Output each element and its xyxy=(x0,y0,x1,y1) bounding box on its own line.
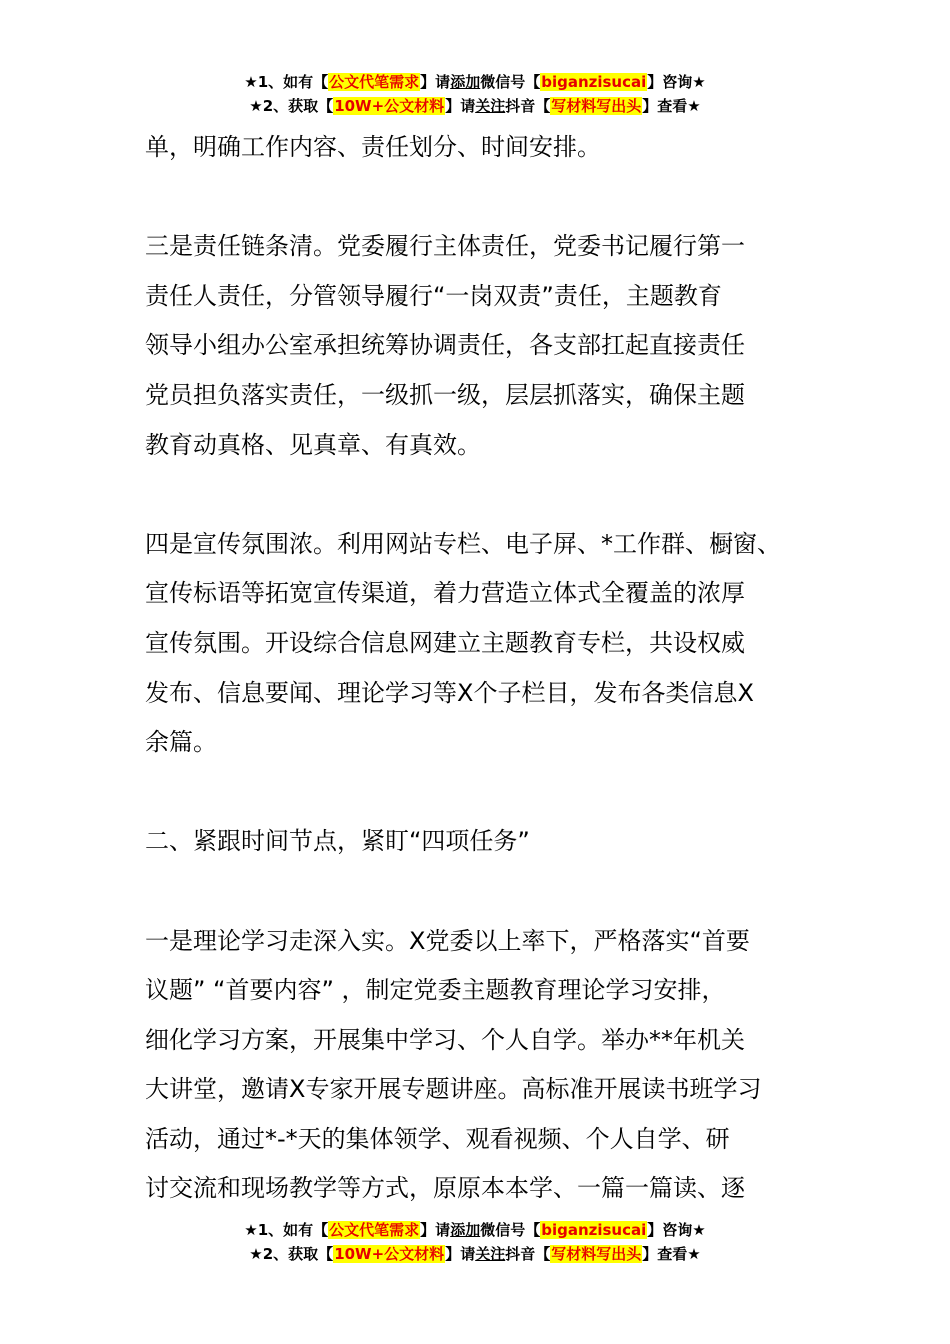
text-line: 活动，通过*-*天的集体领学、观看视频、个人自学、研 xyxy=(145,1124,730,1153)
header-banner xyxy=(0,70,950,118)
banner-text: 】查看★ xyxy=(642,97,701,115)
banner-text: 】请 xyxy=(445,1245,476,1263)
text-line: 宣传标语等拓宽宣传渠道，着力营造立体式全覆盖的浓厚 xyxy=(145,579,745,608)
text-line: 单，明确工作内容、责任划分、时间安排。 xyxy=(145,133,601,161)
banner-text: ★2、获取【 xyxy=(249,97,334,115)
banner-highlight: 10W+公文材料 xyxy=(334,1245,445,1263)
banner-text: 】请 xyxy=(445,97,476,115)
banner-underline: 添加 xyxy=(450,73,481,91)
banner-highlight: 公文代笔需求 xyxy=(329,73,420,91)
banner-text: 】请 xyxy=(420,73,451,91)
banner-underline: 添加 xyxy=(450,1221,481,1239)
text-line: 发布、信息要闻、理论学习等X个子栏目，发布各类信息X xyxy=(145,678,754,707)
footer-banner xyxy=(0,1218,950,1266)
banner-underline: 关注 xyxy=(475,1245,506,1263)
text-line: 细化学习方案，开展集中学习、个人自学。举办**年机关 xyxy=(145,1025,745,1054)
text-line: 讨交流和现场教学等方式，原原本本学、一篇一篇读、逐 xyxy=(145,1174,745,1203)
text-line: 教育动真格、见真章、有真效。 xyxy=(145,430,481,459)
text-line: 责任人责任，分管领导履行“一岗双责”责任，主题教育 xyxy=(145,281,722,310)
text-line: 宣传氛围。开设综合信息网建立主题教育专栏，共设权威 xyxy=(145,628,745,657)
banner-line-1 xyxy=(0,1218,950,1242)
banner-line-2 xyxy=(0,1242,950,1266)
text-line: 大讲堂，邀请X专家开展专题讲座。高标准开展读书班学习 xyxy=(145,1075,762,1104)
paragraph xyxy=(145,123,825,173)
banner-text: 】咨询★ xyxy=(647,1221,706,1239)
banner-text: 】咨询★ xyxy=(647,73,706,91)
text-line: 党员担负落实责任，一级抓一级，层层抓落实，确保主题 xyxy=(145,380,745,409)
paragraph xyxy=(145,222,825,470)
banner-line-2 xyxy=(0,94,950,118)
text-line: 一是理论学习走深入实。X党委以上率下，严格落实“首要 xyxy=(145,926,750,955)
text-line: 余篇。 xyxy=(145,728,217,757)
banner-text: 微信号【 xyxy=(480,1221,541,1239)
banner-highlight: 10W+公文材料 xyxy=(334,97,445,115)
paragraph xyxy=(145,917,825,1215)
banner-text: ★2、获取【 xyxy=(249,1245,334,1263)
banner-text: 】请 xyxy=(420,1221,451,1239)
banner-highlight: biganzisucai xyxy=(541,1221,647,1239)
text-line: 四是宣传氛围浓。利用网站专栏、电子屏、*工作群、橱窗、 xyxy=(145,529,781,558)
text-line: 议题” “首要内容” ，制定党委主题教育理论学习安排， xyxy=(145,976,726,1005)
banner-text: ★1、如有【 xyxy=(244,1221,329,1239)
paragraph xyxy=(145,520,825,768)
document-body xyxy=(145,123,825,1214)
banner-text: ★1、如有【 xyxy=(244,73,329,91)
text-line: 三是责任链条清。党委履行主体责任，党委书记履行第一 xyxy=(145,232,745,261)
banner-text: 微信号【 xyxy=(480,73,541,91)
banner-line-1 xyxy=(0,70,950,94)
banner-text: 抖音【 xyxy=(505,1245,551,1263)
section-heading xyxy=(145,817,825,867)
text-line: 领导小组办公室承担统筹协调责任，各支部扛起直接责任 xyxy=(145,331,745,360)
banner-highlight: 写材料写出头 xyxy=(551,97,642,115)
banner-underline: 关注 xyxy=(475,97,506,115)
text-line: 二、紧跟时间节点，紧盯“四项任务” xyxy=(145,827,530,856)
banner-text: 】查看★ xyxy=(642,1245,701,1263)
banner-highlight: biganzisucai xyxy=(541,73,647,91)
banner-text: 抖音【 xyxy=(505,97,551,115)
banner-highlight: 公文代笔需求 xyxy=(329,1221,420,1239)
banner-highlight: 写材料写出头 xyxy=(551,1245,642,1263)
